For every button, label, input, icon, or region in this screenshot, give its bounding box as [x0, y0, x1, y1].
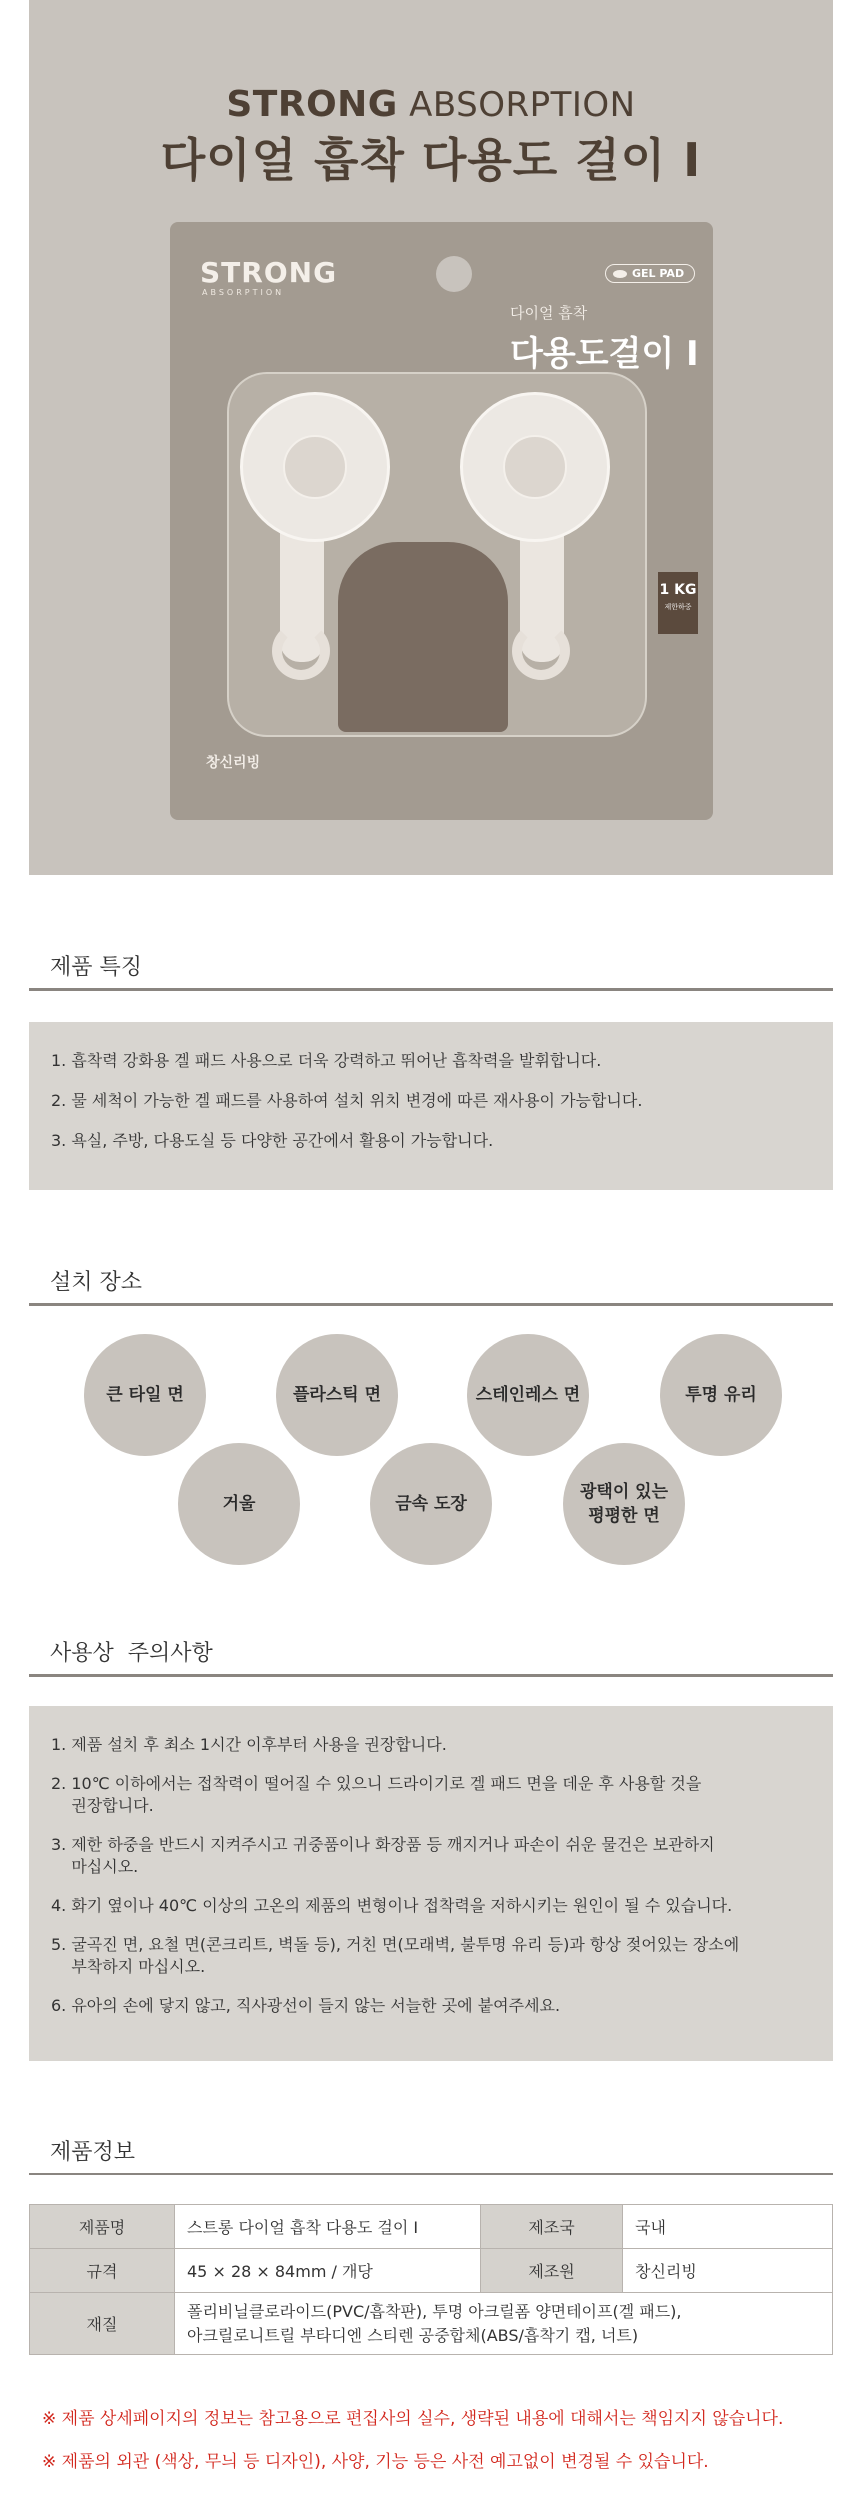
back-plate: [338, 542, 508, 732]
gel-pad-badge: GEL PAD: [605, 264, 695, 283]
features-divider: [29, 988, 833, 991]
notice-change: ※ 제품의 외관 (색상, 무늬 등 디자인), 사양, 기능 등은 사전 예고없이 변경될 수 있습니다.: [42, 2452, 709, 2472]
place-large-tile: 큰 타일 면: [84, 1334, 206, 1456]
label-manufacturer: 제조원: [481, 2249, 623, 2293]
product-info-title: 제품정보: [50, 2140, 136, 2165]
label-product-name: 제품명: [30, 2205, 175, 2249]
table-row: [30, 2205, 833, 2249]
card-product-name: 다용도걸이 I: [510, 334, 699, 374]
value-country: 국내: [623, 2205, 833, 2249]
table-row: [30, 2249, 833, 2293]
product-info-table: [29, 2204, 833, 2355]
install-title: 설치 장소: [50, 1270, 143, 1295]
table-row: [30, 2293, 833, 2355]
caution-item: 2. 10℃ 이하에서는 접착력이 떨어질 수 있으니 드라이기로 겔 패드 면을 데운 후 사용할 것을 권장합니다.: [51, 1774, 702, 1815]
label-size: 규격: [30, 2249, 175, 2293]
value-product-name: 스트롱 다이얼 흡착 다용도 걸이 I: [175, 2205, 481, 2249]
place-glass: 투명 유리: [660, 1334, 782, 1456]
caution-item: 1. 제품 설치 후 최소 1시간 이후부터 사용을 권장합니다.: [51, 1735, 447, 1754]
caution-item: 4. 화기 옆이나 40℃ 이상의 고온의 제품의 변형이나 접착력을 저하시키는 원인이 될 수 있습니다.: [51, 1896, 733, 1915]
hero-eyebrow: [29, 84, 833, 125]
label-country: 제조국: [481, 2205, 623, 2249]
place-glossy-flat: 광택이 있는 평평한 면: [563, 1443, 685, 1565]
eyebrow-absorption: ABSORPTION: [409, 85, 636, 125]
feature-item: 1. 흡착력 강화용 겔 패드 사용으로 더욱 강력하고 뛰어난 흡착력을 발휘합니다.: [51, 1051, 602, 1070]
place-plastic: 플라스틱 면: [276, 1334, 398, 1456]
install-divider: [29, 1303, 833, 1306]
place-metal-paint: 금속 도장: [370, 1443, 492, 1565]
card-brand: STRONG: [200, 256, 338, 289]
feature-item: 3. 욕실, 주방, 다용도실 등 다양한 공간에서 활용이 가능합니다.: [51, 1131, 494, 1150]
feature-item: 2. 물 세척이 가능한 겔 패드를 사용하여 설치 위치 변경에 따른 재사용이 가능합니다.: [51, 1091, 643, 1110]
features-title: 제품 특징: [50, 955, 143, 980]
hang-hole: [436, 256, 472, 292]
value-material: 폴리비닐클로라이드(PVC/흡착판), 투명 아크릴폼 양면테이프(겔 패드), 아크릴로니트릴 부타디엔 스티렌 공중합체(ABS/흡착기 캡, 너트): [175, 2293, 833, 2355]
cautions-title: 사용상 주의사항: [50, 1641, 213, 1666]
product-package-image: [170, 222, 713, 820]
card-maker-logo: 창신리빙: [206, 755, 261, 771]
features-box: [29, 1022, 833, 1190]
card-brand-sub: ABSORPTION: [202, 288, 285, 297]
weight-limit-badge: 1 KG 제한하중: [658, 572, 698, 634]
place-mirror: 거울: [178, 1443, 300, 1565]
hero-title: 다이얼 흡착 다용도 걸이 I: [160, 133, 702, 187]
eyebrow-strong: STRONG: [226, 84, 398, 125]
caution-item: 6. 유아의 손에 닿지 않고, 직사광선이 들지 않는 서늘한 곳에 붙여주세요.: [51, 1996, 561, 2015]
value-size: 45 × 28 × 84mm / 개당: [175, 2249, 481, 2293]
place-stainless: 스테인레스 면: [467, 1334, 589, 1456]
cautions-box: [29, 1706, 833, 2061]
card-subtitle: 다이얼 흡착: [510, 304, 588, 322]
hero-banner: [29, 0, 833, 875]
caution-item: 5. 굴곡진 면, 요철 면(콘크리트, 벽돌 등), 거친 면(모래벽, 불투명 유리 등)과 항상 젖어있는 장소에 부착하지 마십시오.: [51, 1935, 740, 1976]
cautions-divider: [29, 1674, 833, 1677]
notice-disclaimer: ※ 제품 상세페이지의 정보는 참고용으로 편집사의 실수, 생략된 내용에 대해서는 책임지지 않습니다.: [42, 2409, 784, 2429]
product-info-divider: [29, 2173, 833, 2175]
value-manufacturer: 창신리빙: [623, 2249, 833, 2293]
label-material: 재질: [30, 2293, 175, 2355]
caution-item: 3. 제한 하중을 반드시 지켜주시고 귀중품이나 화장품 등 깨지거나 파손이 쉬운 물건은 보관하지 마십시오.: [51, 1835, 715, 1876]
